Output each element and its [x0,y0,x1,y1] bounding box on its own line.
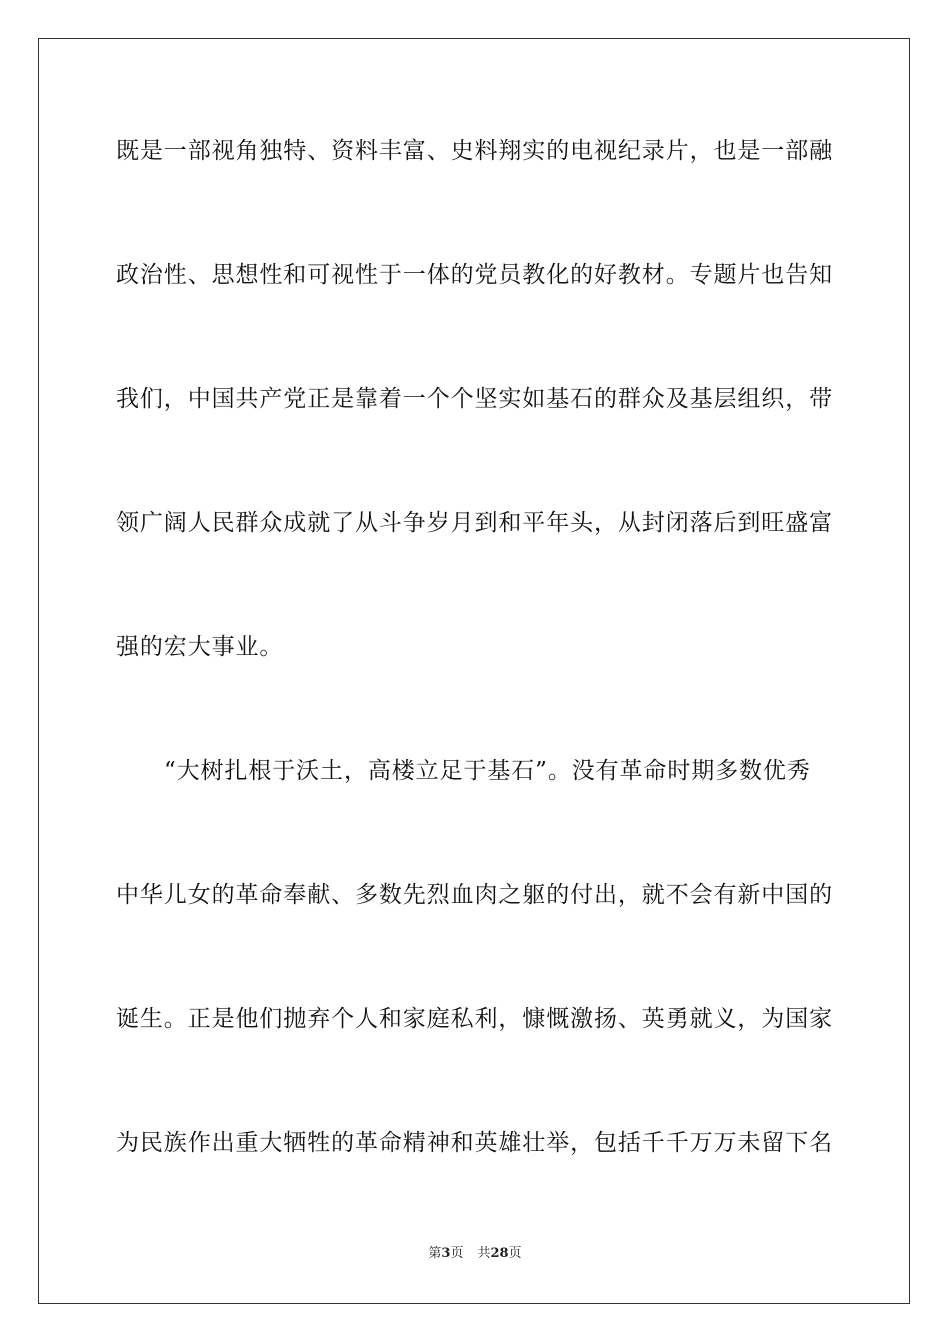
page-footer [0,1244,950,1264]
text-line-5: 强的宏大事业。 [116,634,284,660]
text-line-1: 既是一部视角独特、资料丰富、史料翔实的电视纪录片，也是一部融 [116,138,833,164]
page-prefix: 第 [428,1246,442,1261]
text-line-2: 政治性、思想性和可视性于一体的党员教化的好教材。专题片也告知 [116,262,833,288]
text-line-8: 诞生。正是他们抛弃个人和家庭私利，慷慨激扬、英勇就义，为国家 [116,1006,833,1032]
text-line-7: 中华儿女的革命奉献、多数先烈血肉之躯的付出，就不会有新中国的 [116,882,833,908]
total-pages: 28 [490,1246,509,1261]
text-line-4: 领广阔人民群众成就了从斗争岁月到和平年头，从封闭落后到旺盛富 [116,510,833,536]
text-line-3: 我们，中国共产党正是靠着一个个坚实如基石的群众及基层组织，带 [116,386,833,412]
total-prefix: 共 [477,1246,491,1261]
text-line-9: 为民族作出重大牺牲的革命精神和英雄壮举，包括千千万万未留下名 [116,1130,833,1156]
total-suffix: 页 [508,1246,522,1261]
page-suffix: 页 [450,1246,464,1261]
document-body [116,124,834,1170]
text-line-6: “大树扎根于沃土，高楼立足于基石”。没有革命时期多数优秀 [164,758,811,784]
page-number: 3 [441,1246,451,1261]
